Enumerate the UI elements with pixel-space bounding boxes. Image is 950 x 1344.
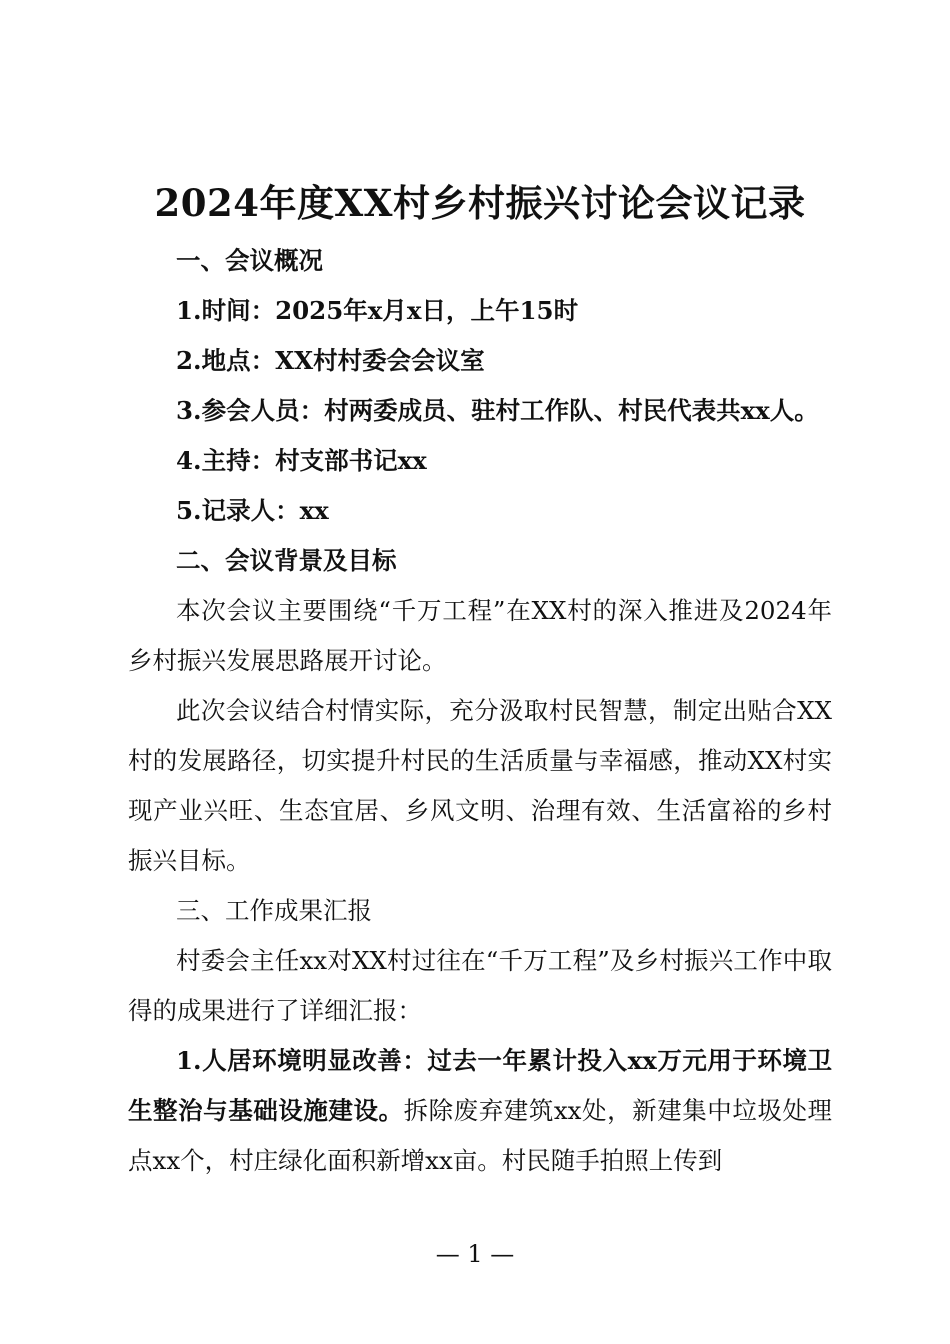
results-item-1-body: 拆除废弃建筑xx处，新建集中垃圾处理点xx个，村庄绿化面积新增xx亩。村民随手拍照上传到 [128, 1096, 833, 1175]
overview-host: 4.主持：村支部书记xx [176, 446, 427, 475]
background-paragraph-1: 本次会议主要围绕“千万工程”在XX村的深入推进及2024年乡村振兴发展思路展开讨论。 [128, 596, 832, 675]
document-title: 2024年度XX村乡村振兴讨论会议记录 [154, 181, 806, 225]
results-intro-paragraph: 村委会主任xx对XX村过往在“千万工程”及乡村振兴工作中取得的成果进行了详细汇报： [128, 946, 832, 1025]
section-heading-results: 三、工作成果汇报 [176, 896, 372, 925]
section-heading-background: 二、会议背景及目标 [176, 546, 397, 575]
overview-attendees: 3.参会人员：村两委成员、驻村工作队、村民代表共xx人。 [176, 396, 819, 425]
overview-place: 2.地点：XX村村委会会议室 [176, 346, 485, 375]
document-page [128, 180, 832, 1186]
results-item-1-lead: 1.人居环境明显改善：过去一年累计投入xx万元用于环境卫生整治与基础设施建设。 [128, 1046, 832, 1125]
section-heading-overview: 一、会议概况 [176, 246, 323, 275]
page-number: — 1 — [435, 1240, 515, 1268]
background-paragraph-2: 此次会议结合村情实际，充分汲取村民智慧，制定出贴合XX村的发展路径，切实提升村民的生活质量与幸福感，推动XX村实现产业兴旺、生态宜居、乡风文明、治理有效、生活富裕的乡村振兴目标。 [128, 696, 832, 875]
results-item-1 [128, 1036, 832, 1186]
overview-recorder: 5.记录人：xx [176, 496, 329, 525]
overview-time: 1.时间：2025年x月x日，上午15时 [176, 296, 579, 325]
